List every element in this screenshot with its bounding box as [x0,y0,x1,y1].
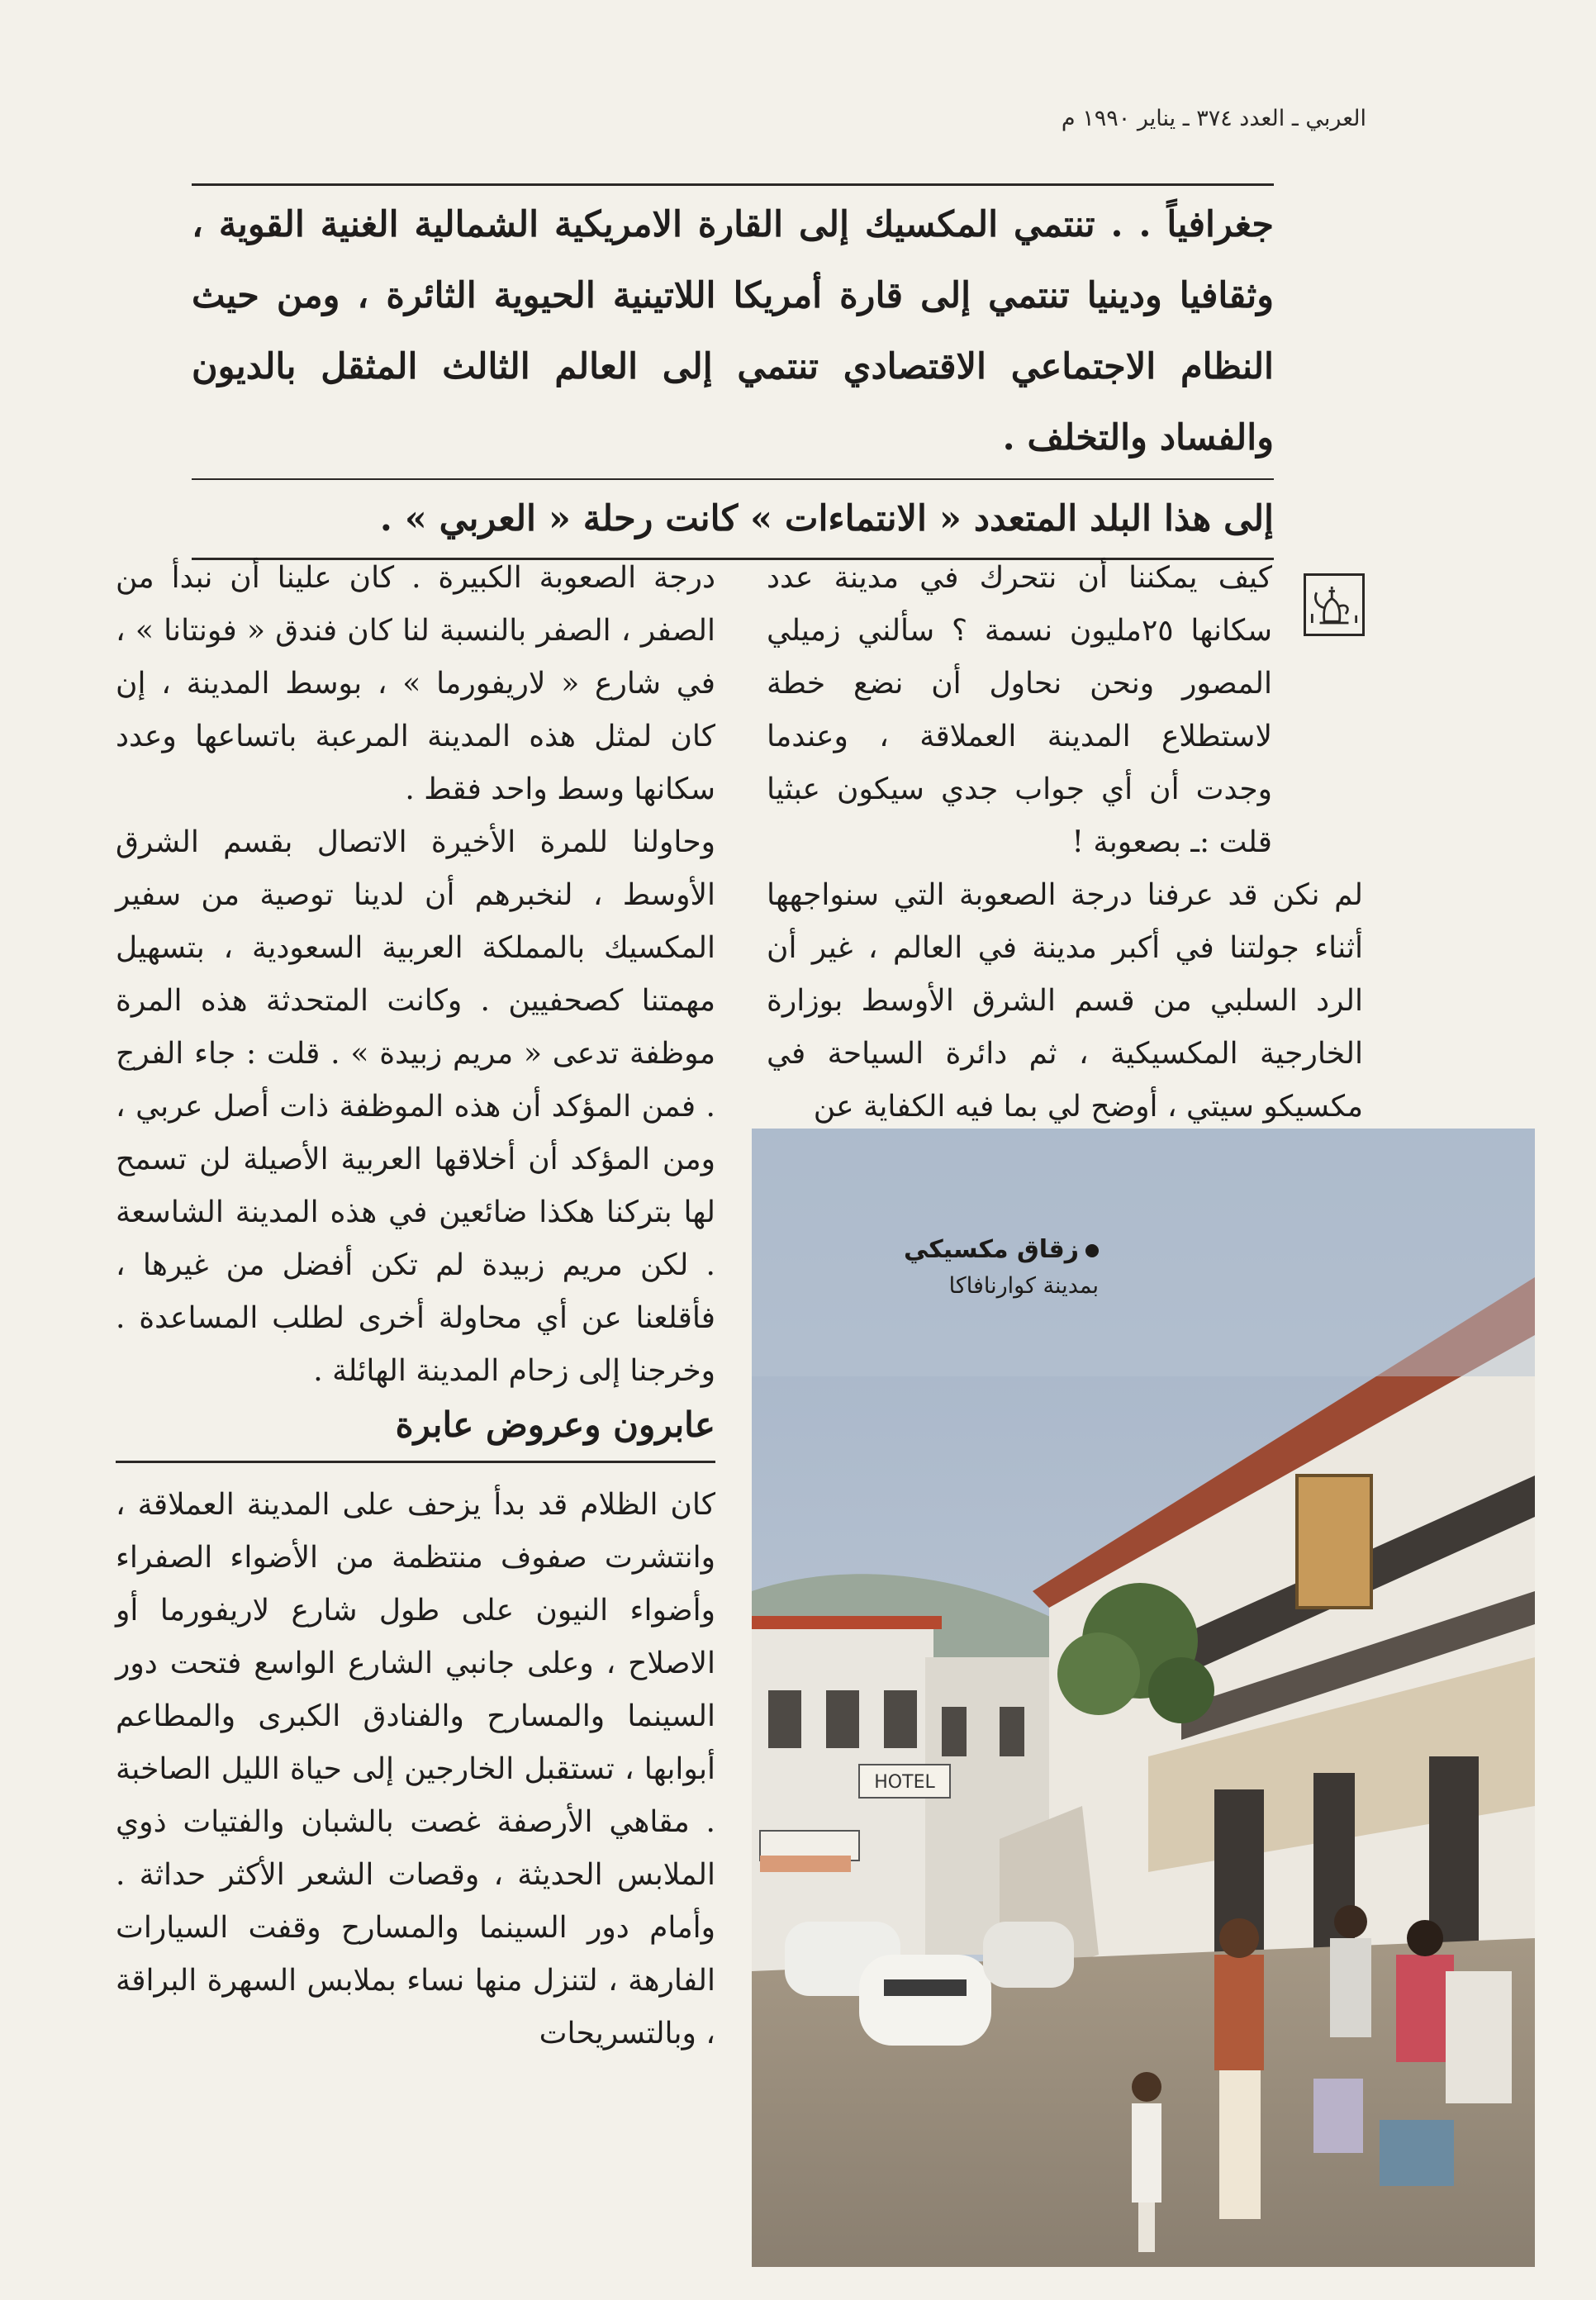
left-column [116,552,715,1398]
photo-caption [851,1231,1099,1304]
caption-line-1: زقاق مكسيكي [903,1235,1079,1264]
right-column-paragraph-2: لم نكن قد عرفنا درجة الصعوبة التي سنواجهها أثناء جولتنا في أكبر مدينة في العالم ، غير أن الرد السلبي من قسم الشرق الأوسط بوزارة الخارجية المكسيكية ، ثم دائرة السياحة في مكسيكو سيتي ، أوضح لي بما فيه الكفاية عن [767,878,1363,1124]
section-body [116,1479,715,2060]
issue-header: العربي ـ العدد ٣٧٤ ـ يناير ١٩٩٠ م [1061,106,1366,131]
section-heading: عابرون وعروض عابرة [116,1396,715,1463]
hotel-sign: HOTEL [874,1772,935,1793]
left-column-paragraph-1: درجة الصعوبة الكبيرة . كان علينا أن نبدأ من الصفر ، الصفر بالنسبة لنا كان فندق « فونتانا » ، في شارع « لاريفورما » ، بوسط المدينة ، إن كان لمثل هذه المدينة المرعبة باتساعها وعدد سكانها وسط واحد فقط . [116,561,715,806]
right-column [767,552,1363,1133]
intro-tagline: إلى هذا البلد المتعدد « الانتماءات » كانت رحلة « العربي » . [379,498,1274,539]
right-column-paragraph-1: كيف يمكننا أن نتحرك في مدينة عدد سكانها ٢٥مليون نسمة ؟ سألني زميلي المصور ونحن نحاول أن نضع خطة لاستطلاع المدينة العملاقة ، وعندما وجدت أن أي جواب جدي سيكون عبثيا قلت :ـ بصعوبة ! [767,561,1273,859]
caption-line-2: بمدينة كوارنافاكا [948,1273,1099,1299]
intro-paragraph: جغرافياً . . تنتمي المكسيك إلى القارة الامريكية الشمالية الغنية القوية ، وثقافيا ودينيا تنتمي إلى قارة أمريكا اللاتينية الحيوية الثائرة ، ومن حيث النظام الاجتماعي الاقتصادي تنتمي إلى العالم الثالث المثقل بالديون والفساد والتخلف . [192,204,1274,459]
intro-box [192,183,1274,560]
bullet-icon [1085,1244,1099,1257]
section-paragraph-1: كان الظلام قد بدأ يزحف على المدينة العملاقة ، وانتشرت صفوف منتظمة من الأضواء الصفراء وأضواء النيون على طول شارع لاريفورما أو الاصلاح ، وعلى جانبي الشارع الواسع فتحت دور السينما والمسارح والفنادق الكبرى والمطاعم أبوابها ، تستقبل الخارجين إلى حياة الليل الصاخبة . مقاهي الأرصفة غصت بالشبان والفتيات ذوي الملابس الحديثة ، وقصات الشعر الأكثر حداثة . وأمام دور السينما والمسارح وقفت السيارات الفارهة ، لتنزل منها نساء بملابس السهرة البراقة ، وبالتسريحات [116,1488,715,2051]
left-column-paragraph-2: وحاولنا للمرة الأخيرة الاتصال بقسم الشرق الأوسط ، لنخبرهم أن لدينا توصية من سفير المكسيك بالمملكة العربية السعودية ، بتسهيل مهمتنا كصحفيين . وكانت المتحدثة هذه المرة موظفة تدعى « مريم زبيدة » . قلت : جاء الفرج . فمن المؤكد أن هذه الموظفة ذات أصل عربي ، ومن المؤكد أن أخلاقها العربية الأصيلة لن تسمح لها بتركنا هكذا ضائعين في هذه المدينة الشاسعة . لكن مريم زبيدة لم تكن أفضل من غيرها ، فأقلعنا عن أي محاولة أخرى لطلب المساعدة . وخرجنا إلى زحام المدينة الهائلة . [116,825,715,1388]
